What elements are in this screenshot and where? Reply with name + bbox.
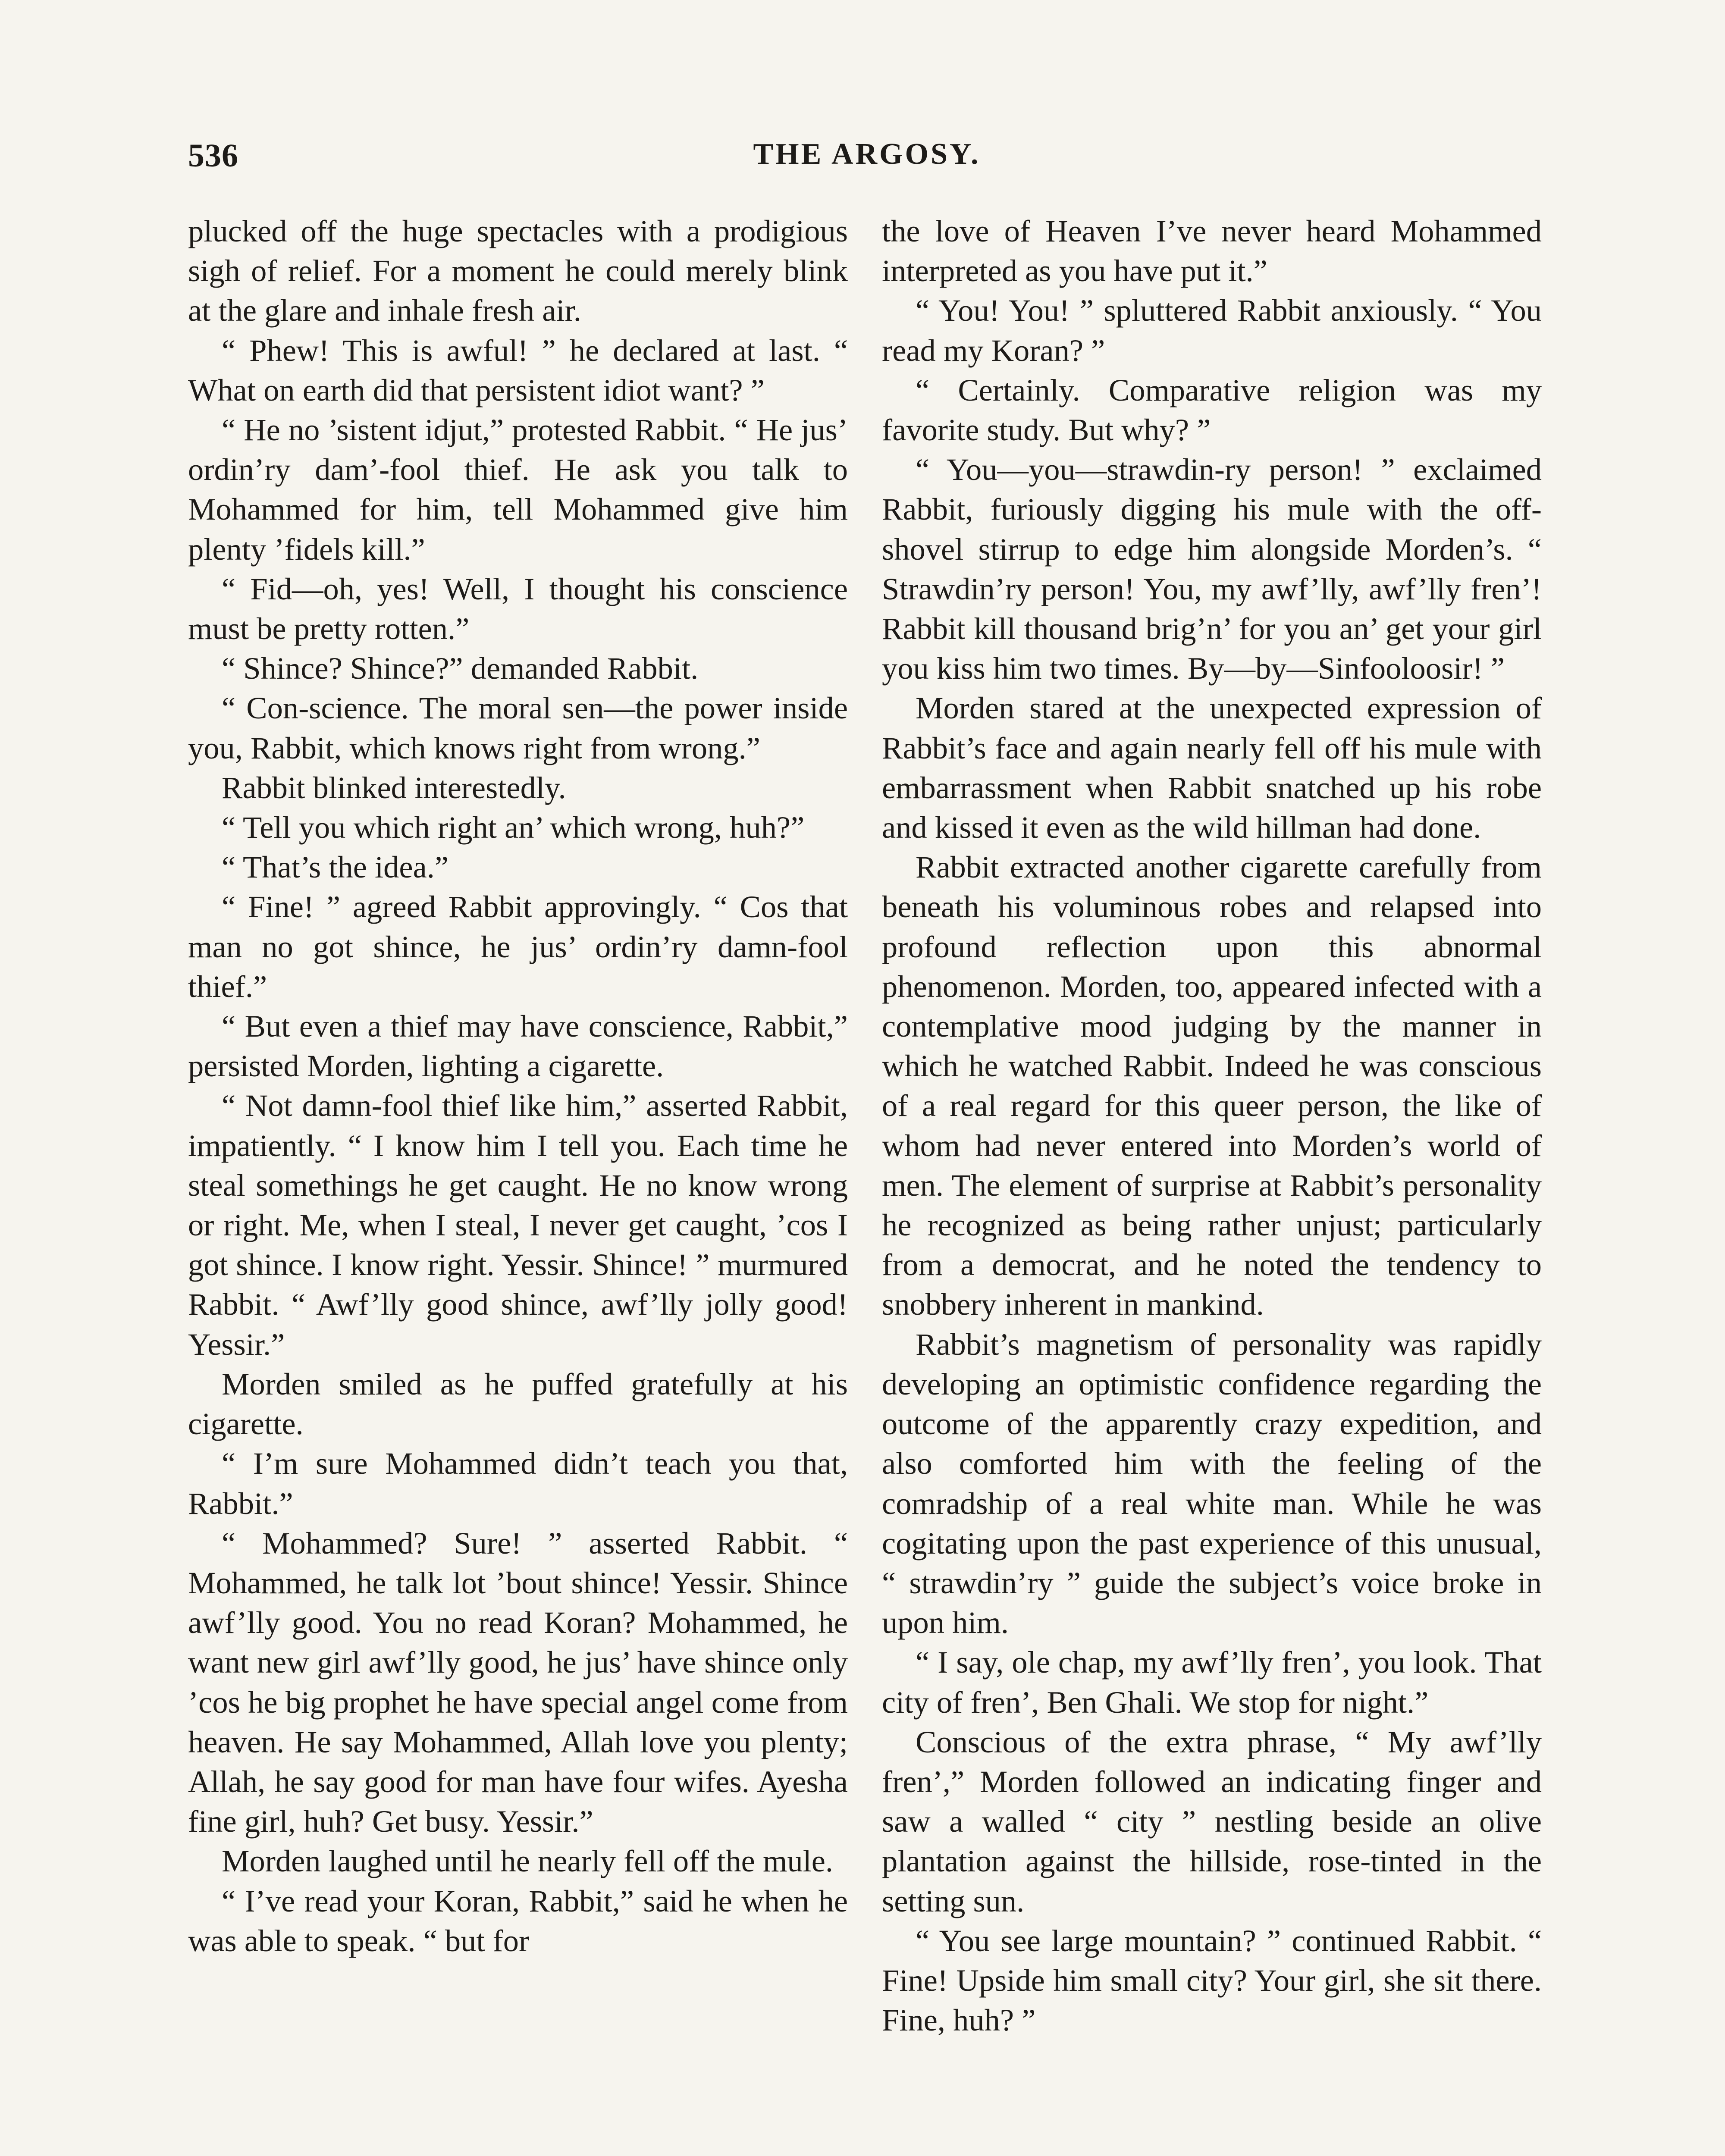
paragraph: “ I’m sure Mohammed didn’t teach you that, Rabbit.” [188, 1446, 848, 1521]
paragraph: “ I say, ole chap, my awf’lly fren’, you look. That city of fren’, Ben Ghali. We stop for night.” [882, 1645, 1542, 1720]
page-number: 536 [188, 138, 238, 174]
paragraph: “ But even a thief may have conscience, Rabbit,” persisted Morden, lighting a cigarette. [188, 1009, 848, 1084]
running-title: THE ARGOSY. [753, 138, 981, 171]
paragraph: “ Mohammed? Sure! ” asserted Rabbit. “ Mohammed, he talk lot ’bout shince! Yessir. Shince awf’lly good. You no read Koran? Mohammed, he want new girl awf’lly good, he jus’ have shince only ’cos he big prophet he have special angel come from heaven. He say Mohammed, Allah love you plenty; Allah, he say good for man have four wifes. Ayesha fine girl, huh? Get busy. Yessir.” [188, 1525, 848, 1839]
right-column [882, 211, 1542, 2040]
left-column [188, 211, 848, 1961]
paragraph: “ You see large mountain? ” continued Rabbit. “ Fine! Upside him small city? Your girl, she sit there. Fine, huh? ” [882, 1923, 1542, 2038]
paragraph: Rabbit’s magnetism of personality was rapidly developing an optimistic confidence regarding the outcome of the apparently crazy expedition, and also comforted him with the feeling of the comradship of a real white man. While he was cogitating upon the past experience of this unusual, “ strawdin’ry ” guide the subject’s voice broke in upon him. [882, 1326, 1542, 1640]
paragraph: Rabbit blinked interestedly. [222, 770, 566, 805]
paragraph: “ I’ve read your Koran, Rabbit,” said he when he was able to speak. “ but for [188, 1883, 848, 1958]
paragraph: “ Fine! ” agreed Rabbit approvingly. “ Cos that man no got shince, he jus’ ordin’ry damn-fool thief.” [188, 889, 848, 1004]
paragraph: “ You! You! ” spluttered Rabbit anxiously. “ You read my Koran? ” [882, 293, 1542, 368]
paragraph: “ He no ’sistent idjut,” protested Rabbit. “ He jus’ ordin’ry dam’-fool thief. He ask you talk to Mohammed for him, tell Mohammed give him plenty ’fidels kill.” [188, 412, 848, 567]
page-header [188, 137, 1546, 185]
paragraph: Rabbit extracted another cigarette carefully from beneath his voluminous robes and relapsed into profound reflection upon this abnormal phenomenon. Morden, too, appeared infected with a contemplative mood judging by the manner in which he watched Rabbit. Indeed he was conscious of a real regard for this queer person, the like of whom had never entered into Morden’s world of men. The element of surprise at Rabbit’s personality he recognized as being rather unjust; particularly from a democrat, and he noted the tendency to snobbery inherent in mankind. [882, 849, 1542, 1322]
paragraph: “ You—you—strawdin-ry person! ” exclaimed Rabbit, furiously digging his mule with the off-shovel stirrup to edge him alongside Morden’s. “ Strawdin’ry person! You, my awf’lly, awf’lly fren’! Rabbit kill thousand brig’n’ for you an’ get your girl you kiss him two times. By—by—Sinfooloosir! ” [882, 452, 1542, 686]
paragraph: Morden laughed until he nearly fell off the mule. [222, 1843, 834, 1879]
paragraph: the love of Heaven I’ve never heard Mohammed interpreted as you have put it.” [882, 213, 1542, 288]
paragraph: “ Tell you which right an’ which wrong, huh?” [222, 810, 805, 845]
paragraph: “ Certainly. Comparative religion was my favorite study. But why? ” [882, 372, 1542, 448]
paragraph: Morden stared at the unexpected expression of Rabbit’s face and again nearly fell off his mule with embarrassment when Rabbit snatched up his robe and kissed it even as the wild hillman had done. [882, 690, 1542, 845]
paragraph: Conscious of the extra phrase, “ My awf’lly fren’,” Morden followed an indicating finger and saw a walled “ city ” nestling beside an olive plantation against the hillside, rose-tinted in the setting sun. [882, 1724, 1542, 1918]
paragraph: “ Fid—oh, yes! Well, I thought his conscience must be pretty rotten.” [188, 571, 848, 646]
paragraph: “ Con-science. The moral sen—the power inside you, Rabbit, which knows right from wrong.” [188, 690, 848, 765]
paragraph: plucked off the huge spectacles with a prodigious sigh of relief. For a moment he could merely blink at the glare and inhale fresh air. [188, 213, 848, 328]
paragraph: Morden smiled as he puffed gratefully at his cigarette. [188, 1366, 848, 1442]
paragraph: “ Phew! This is awful! ” he declared at last. “ What on earth did that persistent idiot want? ” [188, 332, 848, 407]
paragraph: “ That’s the idea.” [222, 849, 449, 885]
paragraph: “ Not damn-fool thief like him,” asserted Rabbit, impatiently. “ I know him I tell you. Each time he steal somethings he get caught. He no know wrong or right. Me, when I steal, I never get caught, ’cos I got shince. I know right. Yessir. Shince! ” murmured Rabbit. “ Awf’lly good shince, awf’lly jolly good! Yessir.” [188, 1088, 848, 1362]
paragraph: “ Shince? Shince?” demanded Rabbit. [222, 651, 699, 686]
